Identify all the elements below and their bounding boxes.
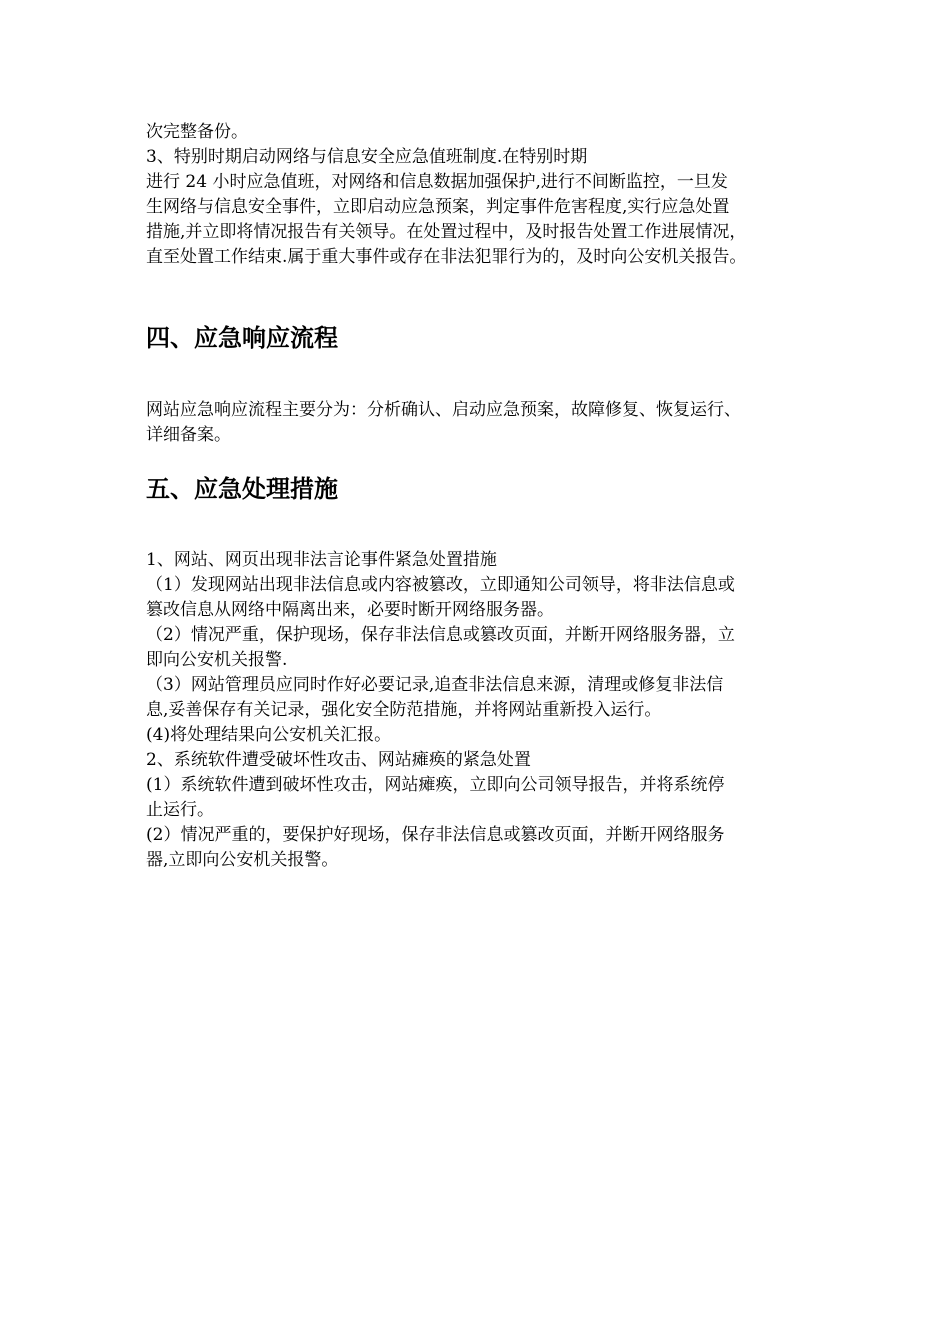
text-line: 进行 24 小时应急值班，对网络和信息数据加强保护,进行不间断监控，一旦发	[146, 172, 728, 192]
text-line: （3）网站管理员应同时作好必要记录,追查非法信息来源，清理或修复非法信	[146, 675, 724, 695]
text-line: 详细备案。	[146, 425, 231, 445]
text-line: 息,妥善保存有关记录，强化安全防范措施，并将网站重新投入运行。	[146, 700, 662, 720]
text-line: 措施,并立即将情况报告有关领导。在处置过程中，及时报告处置工作进展情况，	[146, 222, 747, 242]
text-line: 次完整备份。	[146, 122, 248, 142]
text-line: （2）情况严重，保护现场，保存非法信息或篡改页面，并断开网络服务器，立	[146, 625, 735, 645]
section-heading-4: 四、应急响应流程	[146, 324, 338, 352]
text-line: 篡改信息从网络中隔离出来，必要时断开网络服务器。	[146, 600, 554, 620]
text-line: 直至处置工作结束.属于重大事件或存在非法犯罪行为的，及时向公安机关报告。	[146, 247, 747, 267]
section-heading-5: 五、应急处理措施	[146, 475, 338, 503]
text-line: （1）发现网站出现非法信息或内容被篡改，立即通知公司领导，将非法信息或	[146, 575, 735, 595]
text-line: 2、系统软件遭受破坏性攻击、网站瘫痪的紧急处置	[146, 750, 531, 770]
text-line: 止运行。	[146, 800, 214, 820]
document-page	[146, 120, 826, 873]
text-line: 生网络与信息安全事件，立即启动应急预案，判定事件危害程度,实行应急处置	[146, 197, 730, 217]
text-line: (4)将处理结果向公安机关汇报。	[146, 725, 392, 745]
paragraph-block-3	[146, 548, 826, 873]
text-line: 器,立即向公安机关报警。	[146, 850, 339, 870]
text-line: (2）情况严重的，要保护好现场，保存非法信息或篡改页面，并断开网络服务	[146, 825, 725, 845]
paragraph-block-1	[146, 120, 826, 270]
paragraph-block-2	[146, 398, 826, 448]
text-line: 3、特别时期启动网络与信息安全应急值班制度.在特别时期	[146, 147, 588, 167]
text-line: 1、网站、网页出现非法言论事件紧急处置措施	[146, 550, 497, 570]
text-line: 即向公安机关报警.	[146, 650, 288, 670]
text-line: 网站应急响应流程主要分为：分析确认、启动应急预案，故障修复、恢复运行、	[146, 400, 741, 420]
text-line: (1）系统软件遭到破坏性攻击，网站瘫痪，立即向公司领导报告，并将系统停	[146, 775, 725, 795]
